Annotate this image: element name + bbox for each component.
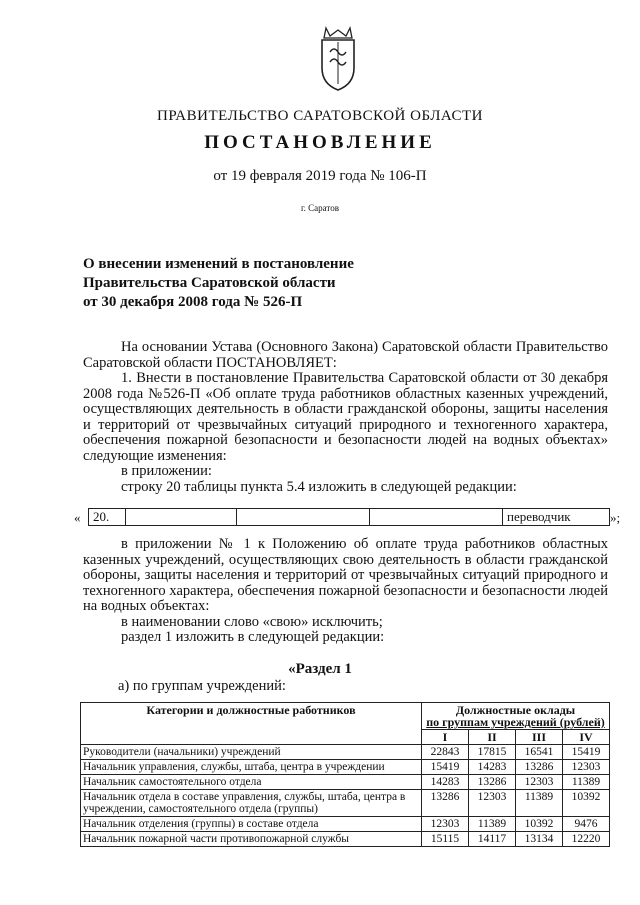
row-20-cell [370,509,503,525]
table-row [81,790,610,817]
salary-value: 13286 [422,790,469,817]
row-20-number: 20. [89,509,126,525]
salary-value: 14117 [469,832,516,847]
paragraph-annex1: в приложении № 1 к Положению об оплате труда работников областных казенных учреждений, осуществляющих свою деятельность в области гражданской обороны, защиты населения и территорий от чрезвычайных ситуаций природного и техногенного характера, обеспечения пожарной безопасности и безопасности людей на водных объектах: [83,536,608,614]
body-lower [83,537,608,646]
row-category: Начальник самостоятельного отдела [81,775,422,790]
subject-line-1: О внесении изменений в постановление [83,256,354,272]
group-header: I [422,730,469,745]
salary-value: 15419 [563,745,610,760]
table-row [81,775,610,790]
row-close-quote: »; [610,510,621,525]
salary-value: 11389 [469,817,516,832]
subject-heading [83,255,354,312]
salary-value: 13286 [516,760,563,775]
row-open-quote: « [74,510,81,525]
section-title: «Раздел 1 [288,661,352,677]
paragraph-exclude: в наименовании слово «свою» исключить; [121,613,383,630]
paragraph-row20: строку 20 таблицы пункта 5.4 изложить в следующей редакции: [121,478,517,495]
salary-value: 11389 [516,790,563,817]
salary-value: 10392 [563,790,610,817]
column-header-salary [422,703,610,730]
salary-value: 17815 [469,745,516,760]
group-header: III [516,730,563,745]
salary-value: 9476 [563,817,610,832]
salary-value: 13286 [469,775,516,790]
salary-value: 14283 [422,775,469,790]
coat-of-arms-icon [316,22,360,92]
table-row [81,745,610,760]
table-row [81,832,610,847]
column-header-category: Категории и должностные работников [81,703,422,745]
group-header: IV [563,730,610,745]
salary-value: 12303 [469,790,516,817]
salary-value: 11389 [563,775,610,790]
salary-value: 12220 [563,832,610,847]
row-category: Руководители (начальники) учреждений [81,745,422,760]
row-category: Начальник пожарной части противопожарной службы [81,832,422,847]
salary-table [80,702,610,847]
salary-value: 12303 [563,760,610,775]
document-city: г. Саратов [301,203,339,213]
row-20-cell [126,509,237,525]
salary-value: 22843 [422,745,469,760]
table-row [81,817,610,832]
subject-line-3: от 30 декабря 2008 года № 526-П [83,294,303,310]
table-row [81,760,610,775]
row-20-position: переводчик [507,509,571,524]
government-name: ПРАВИТЕЛЬСТВО САРАТОВСКОЙ ОБЛАСТИ [157,108,483,124]
salary-value: 15115 [422,832,469,847]
document-date-number: от 19 февраля 2019 года № 106-П [213,168,427,184]
row-20-cell [237,509,370,525]
salary-value: 15419 [422,760,469,775]
salary-value: 13134 [516,832,563,847]
body-upper [83,340,608,495]
row-category: Начальник отдела в составе управления, службы, штаба, центра в учреждении, самостоятельного отдела (группы) [81,790,422,817]
salary-header-line-2: по группам учреждений (рублей) [426,715,605,729]
salary-value: 12303 [422,817,469,832]
row-20-table [88,508,610,526]
paragraph-section: раздел 1 изложить в следующей редакции: [121,629,385,645]
section-subtitle: а) по группам учреждений: [118,678,286,694]
paragraph-amend: 1. Внести в постановление Правительства Саратовской области от 30 декабря 2008 года №526-П «Об оплате труда работников областных казенных учреждений, осуществляющих деятельность в области гражданской обороны, защиты населения и территорий от чрезвычайных ситуаций природного и техногенного характера, обеспечения пожарной безопасности и безопасности людей на водных объектах» следующие изменения: [83,370,608,464]
paragraph-appendix: в приложении: [121,463,212,479]
salary-header-line-1: Должностные оклады [455,703,576,717]
salary-value: 10392 [516,817,563,832]
salary-value: 16541 [516,745,563,760]
salary-value: 12303 [516,775,563,790]
document-type: ПОСТАНОВЛЕНИЕ [204,132,436,153]
group-header: II [469,730,516,745]
row-category: Начальник управления, службы, штаба, центра в учреждении [81,760,422,775]
salary-value: 14283 [469,760,516,775]
subject-line-2: Правительства Саратовской области [83,275,336,291]
row-category: Начальник отделения (группы) в составе отдела [81,817,422,832]
paragraph-basis: На основании Устава (Основного Закона) Саратовской области Правительство Саратовской области ПОСТАНОВЛЯЕТ: [83,339,608,371]
